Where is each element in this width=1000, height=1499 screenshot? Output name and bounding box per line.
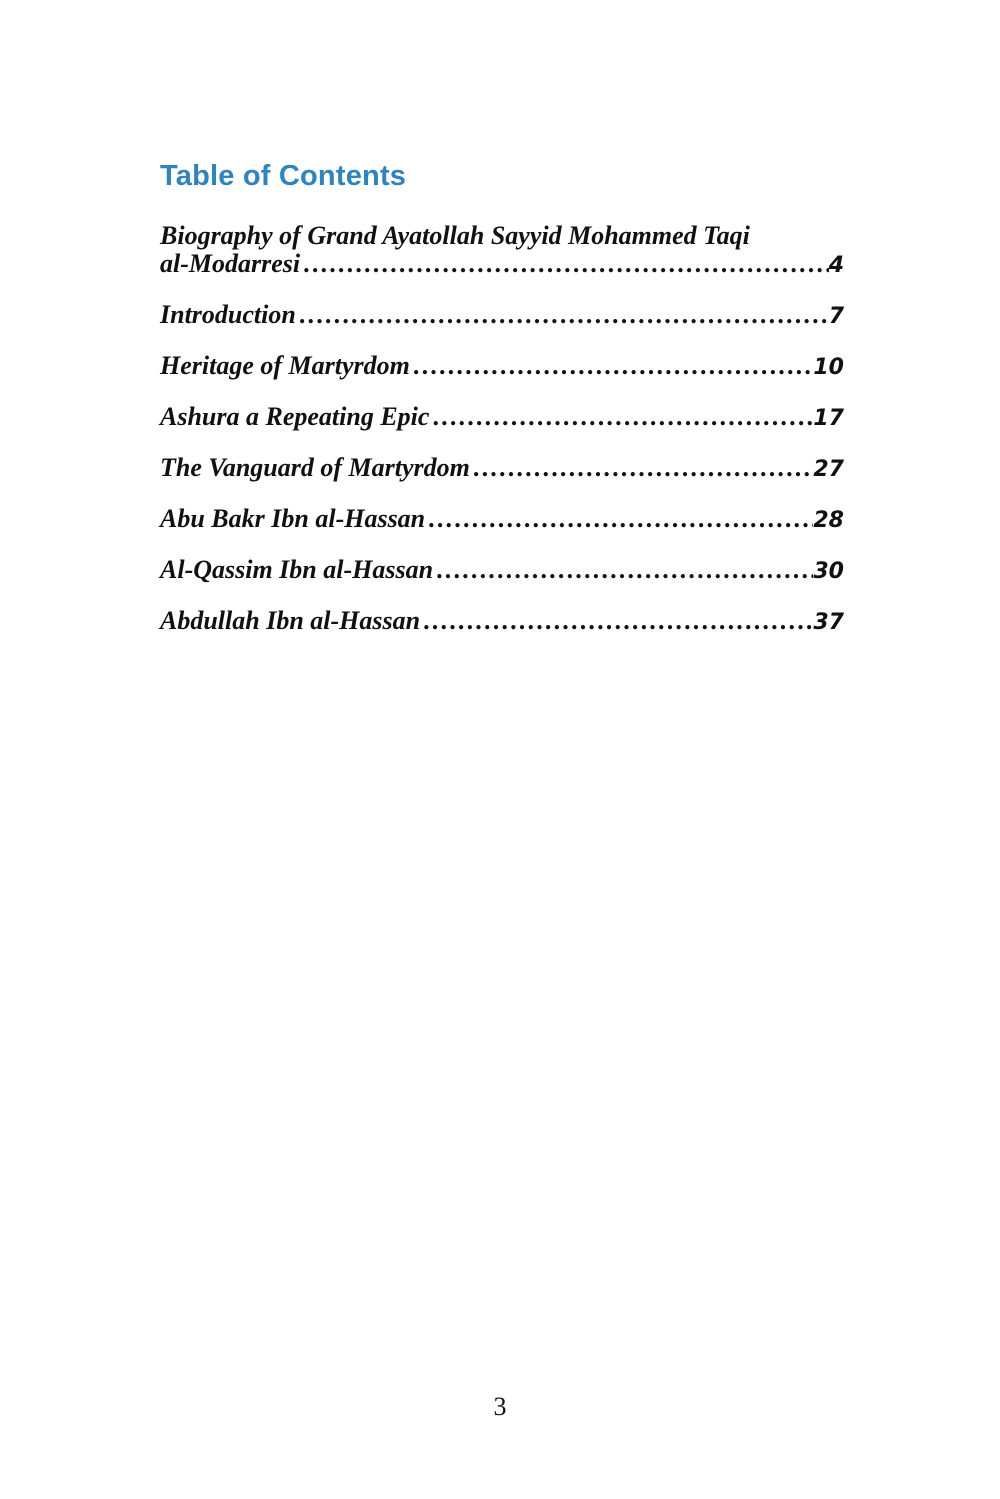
toc-title: Table of Contents	[160, 160, 407, 192]
toc-entry-page: 30	[813, 559, 844, 584]
toc-entry-line	[160, 554, 844, 588]
toc-entry-line	[160, 503, 844, 537]
toc-entry-page: 28	[813, 508, 844, 533]
toc-entry-text: Ashura a Repeating Epic	[160, 402, 430, 431]
toc-entry-text-line1: Biography of Grand Ayatollah Sayyid Mohammed Taqi	[160, 221, 750, 250]
dot-leader	[296, 299, 829, 331]
dot-leader	[410, 350, 814, 382]
toc-entry-text: The Vanguard of Martyrdom	[160, 453, 470, 482]
toc-entry-line	[160, 248, 844, 282]
toc-entry-heritage-of-martyrdom[interactable]	[160, 350, 844, 384]
toc-entry-page: 10	[813, 355, 844, 380]
toc-entry-page: 7	[828, 304, 844, 329]
dot-leader	[300, 248, 829, 280]
toc-entry-line	[160, 452, 844, 486]
toc-entry-line	[160, 401, 844, 435]
toc-entry-page: 17	[813, 406, 844, 431]
toc-entry-page: 27	[813, 457, 844, 482]
page-number: 3	[493, 1392, 507, 1421]
dot-leader	[470, 452, 813, 484]
toc-entry-introduction[interactable]	[160, 299, 844, 333]
toc-entry-text: Introduction	[160, 300, 296, 329]
dot-leader	[429, 401, 813, 433]
toc-entry-text: Abdullah Ibn al-Hassan	[160, 606, 421, 635]
dot-leader	[420, 605, 813, 637]
toc-entry-al-qassim[interactable]	[160, 554, 844, 588]
toc-entry-line	[160, 350, 844, 384]
toc-entry-text: Heritage of Martyrdom	[160, 351, 410, 380]
toc-entry-line	[160, 605, 844, 639]
toc-entry-line	[160, 299, 844, 333]
toc-entry-text-line2: al-Modarresi	[160, 249, 301, 278]
toc-entry-vanguard-of-martyrdom[interactable]	[160, 452, 844, 486]
toc-entry-text: Abu Bakr Ibn al-Hassan	[160, 504, 426, 533]
toc-entry-ashura-a-repeating-epic[interactable]	[160, 401, 844, 435]
dot-leader	[425, 503, 813, 535]
toc-entry-page: 37	[813, 610, 844, 635]
toc-entry-biography[interactable]	[160, 220, 844, 282]
toc-entry-abu-bakr[interactable]	[160, 503, 844, 537]
toc-entry-text: Al-Qassim Ibn al-Hassan	[160, 555, 434, 584]
dot-leader	[433, 554, 813, 586]
toc-entry-page: 4	[828, 253, 844, 278]
toc-list	[160, 220, 844, 656]
toc-entry-abdullah[interactable]	[160, 605, 844, 639]
